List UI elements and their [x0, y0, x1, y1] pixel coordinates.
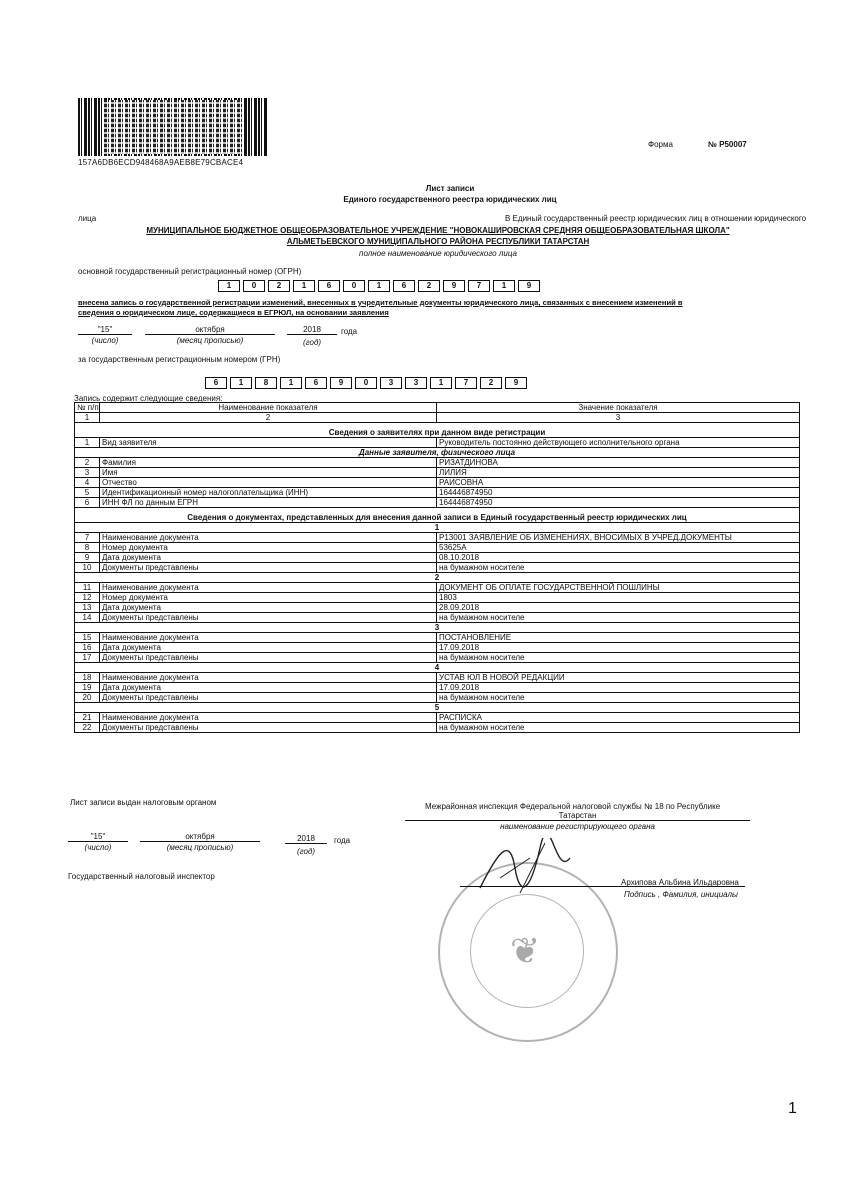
date2-day: "15" [68, 832, 128, 842]
grn-digit: 2 [480, 377, 502, 389]
document-group-row [75, 523, 800, 533]
row-number: 4 [75, 478, 100, 488]
row-name: Номер документа [100, 593, 437, 603]
row-name: Документы представлены [100, 693, 437, 703]
table-row [75, 673, 800, 683]
intro-text-left: лица [78, 214, 97, 223]
row-number: 14 [75, 613, 100, 623]
row-number: 12 [75, 593, 100, 603]
row-value: РАСПИСКА [437, 713, 800, 723]
grn-digit: 0 [355, 377, 377, 389]
intro-text: В Единый государственный реестр юридических лиц в отношении юридического [505, 214, 807, 223]
org-name-caption: полное наименование юридического лица [359, 249, 517, 258]
record-contains-label: Запись содержит следующие сведения: [74, 394, 223, 403]
row-value: 1803 [437, 593, 800, 603]
table-row [75, 723, 800, 733]
row-number: 15 [75, 633, 100, 643]
row-number: 8 [75, 543, 100, 553]
date1-day-caption: (число) [91, 336, 119, 345]
row-number: 17 [75, 653, 100, 663]
table-row [75, 593, 800, 603]
grn-digit: 8 [255, 377, 277, 389]
org-name-line1: МУНИЦИПАЛЬНОЕ БЮДЖЕТНОЕ ОБЩЕОБРАЗОВАТЕЛЬНОЕ УЧРЕЖДЕНИЕ "НОВОКАШИРОВСКАЯ СРЕДНЯЯ ОБЩЕОБРАЗОВАТЕЛЬНАЯ ШКОЛА" [146, 226, 730, 235]
row-value: 17.09.2018 [437, 683, 800, 693]
row-name: Имя [100, 468, 437, 478]
table-row [75, 603, 800, 613]
inspector-label: Государственный налоговый инспектор [68, 872, 215, 881]
row-name: Номер документа [100, 543, 437, 553]
row-value: на бумажном носителе [437, 723, 800, 733]
row-name: Идентификационный номер налогоплательщика (ИНН) [100, 488, 437, 498]
doc-title: Лист записи [425, 184, 475, 193]
row-value: 53625А [437, 543, 800, 553]
section-subtitle-row [75, 448, 800, 458]
row-number: 1 [75, 438, 100, 448]
table-row [75, 553, 800, 563]
row-name: ИНН ФЛ по данным ЕГРН [100, 498, 437, 508]
row-value: на бумажном носителе [437, 653, 800, 663]
grn-digit: 6 [205, 377, 227, 389]
org-name-line2: АЛЬМЕТЬЕВСКОГО МУНИЦИПАЛЬНОГО РАЙОНА РЕСПУБЛИКИ ТАТАРСТАН [286, 237, 590, 246]
row-number: 16 [75, 643, 100, 653]
table-row [75, 458, 800, 468]
row-name: Наименование документа [100, 533, 437, 543]
row-name: Наименование документа [100, 633, 437, 643]
ogrn-digit: 9 [443, 280, 465, 292]
grn-digit: 9 [330, 377, 352, 389]
ogrn-digit: 0 [343, 280, 365, 292]
row-name: Наименование документа [100, 713, 437, 723]
row-value: на бумажном носителе [437, 563, 800, 573]
row-value: Руководитель постоянно действующего исполнительного органа [437, 438, 800, 448]
table-row [75, 693, 800, 703]
ogrn-digit: 6 [318, 280, 340, 292]
document-group-number: 4 [75, 663, 800, 673]
table-row [75, 643, 800, 653]
row-value: 08.10.2018 [437, 553, 800, 563]
signature [470, 838, 580, 898]
row-value: 17.09.2018 [437, 643, 800, 653]
page-number: 1 [788, 1100, 797, 1117]
table-row [75, 468, 800, 478]
grn-label: за государственным регистрационным номером (ГРН) [78, 355, 281, 364]
row-name: Документы представлены [100, 653, 437, 663]
ogrn-digit: 1 [218, 280, 240, 292]
document-group-row [75, 703, 800, 713]
row-number: 5 [75, 488, 100, 498]
row-value: 164446874950 [437, 498, 800, 508]
ogrn-label: основной государственный регистрационный номер (ОГРН) [78, 267, 302, 276]
grn-digit: 9 [505, 377, 527, 389]
date2-year-word: года [334, 836, 351, 845]
form-label: Форма [648, 140, 673, 149]
document-group-row [75, 573, 800, 583]
row-value: РАИСОВНА [437, 478, 800, 488]
row-number: 10 [75, 563, 100, 573]
row-name: Вид заявителя [100, 438, 437, 448]
barcode-code: 157A6DB6ECD948468A9AEB8E79CBACE4 [78, 158, 244, 167]
document-group-number: 1 [75, 523, 800, 533]
row-value: на бумажном носителе [437, 693, 800, 703]
header-name: Наименование показателя [100, 403, 437, 413]
table-row [75, 478, 800, 488]
document-group-number: 3 [75, 623, 800, 633]
section-title-row [75, 423, 800, 438]
row-number: 11 [75, 583, 100, 593]
row-number: 9 [75, 553, 100, 563]
doc-subtitle: Единого государственного реестра юридических лиц [343, 195, 557, 204]
table-row [75, 563, 800, 573]
section-title: Сведения о заявителях при данном виде регистрации [75, 423, 800, 438]
date2-day-caption: (число) [84, 843, 112, 852]
grn-digit: 7 [455, 377, 477, 389]
table-row [75, 683, 800, 693]
authority-line1: Межрайонная инспекция Федеральной налоговой службы № 18 по Республике [425, 802, 721, 811]
row-name: Дата документа [100, 643, 437, 653]
row-name: Наименование документа [100, 583, 437, 593]
row-value: Р13001 ЗАЯВЛЕНИЕ ОБ ИЗМЕНЕНИЯХ, ВНОСИМЫХ В УЧРЕД.ДОКУМЕНТЫ [437, 533, 800, 543]
ogrn-digit: 7 [468, 280, 490, 292]
row-name: Документы представлены [100, 723, 437, 733]
grn-digit: 1 [280, 377, 302, 389]
document-group-number: 2 [75, 573, 800, 583]
grn-digit: 1 [230, 377, 252, 389]
table-row [75, 583, 800, 593]
ogrn-digit: 0 [243, 280, 265, 292]
row-name: Отчество [100, 478, 437, 488]
table-row [75, 633, 800, 643]
barcode-matrix [104, 100, 244, 154]
records-table [74, 402, 800, 733]
date2-year-caption: (год) [296, 847, 316, 856]
row-value: УСТАВ ЮЛ В НОВОЙ РЕДАКЦИИ [437, 673, 800, 683]
row-value: 28.09.2018 [437, 603, 800, 613]
row-number: 22 [75, 723, 100, 733]
table-header-row [75, 403, 800, 413]
date1-year: 2018 [287, 325, 337, 335]
section-title: Сведения о документах, представленных для внесения данной записи в Единый государственный реестр юридических лиц [75, 508, 800, 523]
emblem-icon: ❦ [510, 930, 541, 971]
table-row [75, 533, 800, 543]
row-number: 13 [75, 603, 100, 613]
ogrn-digit: 1 [293, 280, 315, 292]
entry-text-line1: внесена запись о государственной регистрации изменений, внесенных в учредительные документы юридического лица, связанных с внесением изменений в [78, 298, 683, 307]
row-number: 7 [75, 533, 100, 543]
row-value: на бумажном носителе [437, 613, 800, 623]
grn-digit: 1 [430, 377, 452, 389]
ogrn-digit: 2 [268, 280, 290, 292]
entry-text-line2: сведения о юридическом лице, содержащиеся в ЕГРЮЛ, на основании заявления [78, 308, 389, 317]
row-number: 18 [75, 673, 100, 683]
row-number: 6 [75, 498, 100, 508]
document-group-number: 5 [75, 703, 800, 713]
grn-digit: 3 [380, 377, 402, 389]
ogrn-digit: 9 [518, 280, 540, 292]
table-row [75, 498, 800, 508]
date2-month-caption: (месяц прописью) [166, 843, 234, 852]
ogrn-digit: 1 [368, 280, 390, 292]
authority-line2: Татарстан [405, 811, 750, 821]
table-row [75, 543, 800, 553]
header-index: 1 [75, 413, 100, 423]
row-value: ДОКУМЕНТ ОБ ОПЛАТЕ ГОСУДАРСТВЕННОЙ ПОШЛИНЫ [437, 583, 800, 593]
authority-caption: наименование регистрирующего органа [500, 822, 655, 831]
row-value: ЛИЛИЯ [437, 468, 800, 478]
row-number: 21 [75, 713, 100, 723]
table-row [75, 438, 800, 448]
date1-month: октября [145, 325, 275, 335]
document-group-row [75, 663, 800, 673]
section-title-row [75, 508, 800, 523]
table-row [75, 488, 800, 498]
row-value: ПОСТАНОВЛЕНИЕ [437, 633, 800, 643]
row-name: Наименование документа [100, 673, 437, 683]
row-value: РИЗАТДИНОВА [437, 458, 800, 468]
grn-digit: 6 [305, 377, 327, 389]
table-row [75, 613, 800, 623]
row-name: Фамилия [100, 458, 437, 468]
header-value: Значение показателя [437, 403, 800, 413]
grn-digit: 3 [405, 377, 427, 389]
inspector-caption: Подпись , Фамилия, инициалы [624, 890, 738, 899]
header-num: № п/п [75, 403, 100, 413]
date1-year-word: года [341, 327, 358, 336]
date1-year-caption: (год) [302, 338, 322, 347]
ogrn-digit: 6 [393, 280, 415, 292]
ogrn-digit: 2 [418, 280, 440, 292]
table-row [75, 653, 800, 663]
header-index: 3 [437, 413, 800, 423]
date1-month-caption: (месяц прописью) [176, 336, 244, 345]
ogrn-digits [218, 280, 543, 292]
grn-digits [205, 377, 530, 389]
table-header-index-row [75, 413, 800, 423]
row-number: 20 [75, 693, 100, 703]
date2-month: октября [140, 832, 260, 842]
section-subtitle: Данные заявителя, физического лица [75, 448, 800, 458]
date2-year: 2018 [285, 834, 327, 844]
ogrn-digit: 1 [493, 280, 515, 292]
header-index: 2 [100, 413, 437, 423]
date1-day: "15" [78, 325, 132, 335]
issued-label: Лист записи выдан налоговым органом [70, 798, 217, 807]
row-number: 2 [75, 458, 100, 468]
table-row [75, 713, 800, 723]
inspector-name: Архипова Альбина Ильдаровна [621, 878, 739, 887]
row-number: 3 [75, 468, 100, 478]
row-name: Дата документа [100, 603, 437, 613]
form-number: № Р50007 [708, 140, 747, 149]
row-name: Документы представлены [100, 563, 437, 573]
row-name: Документы представлены [100, 613, 437, 623]
row-name: Дата документа [100, 683, 437, 693]
row-value: 164446874950 [437, 488, 800, 498]
row-name: Дата документа [100, 553, 437, 563]
row-number: 19 [75, 683, 100, 693]
document-group-row [75, 623, 800, 633]
